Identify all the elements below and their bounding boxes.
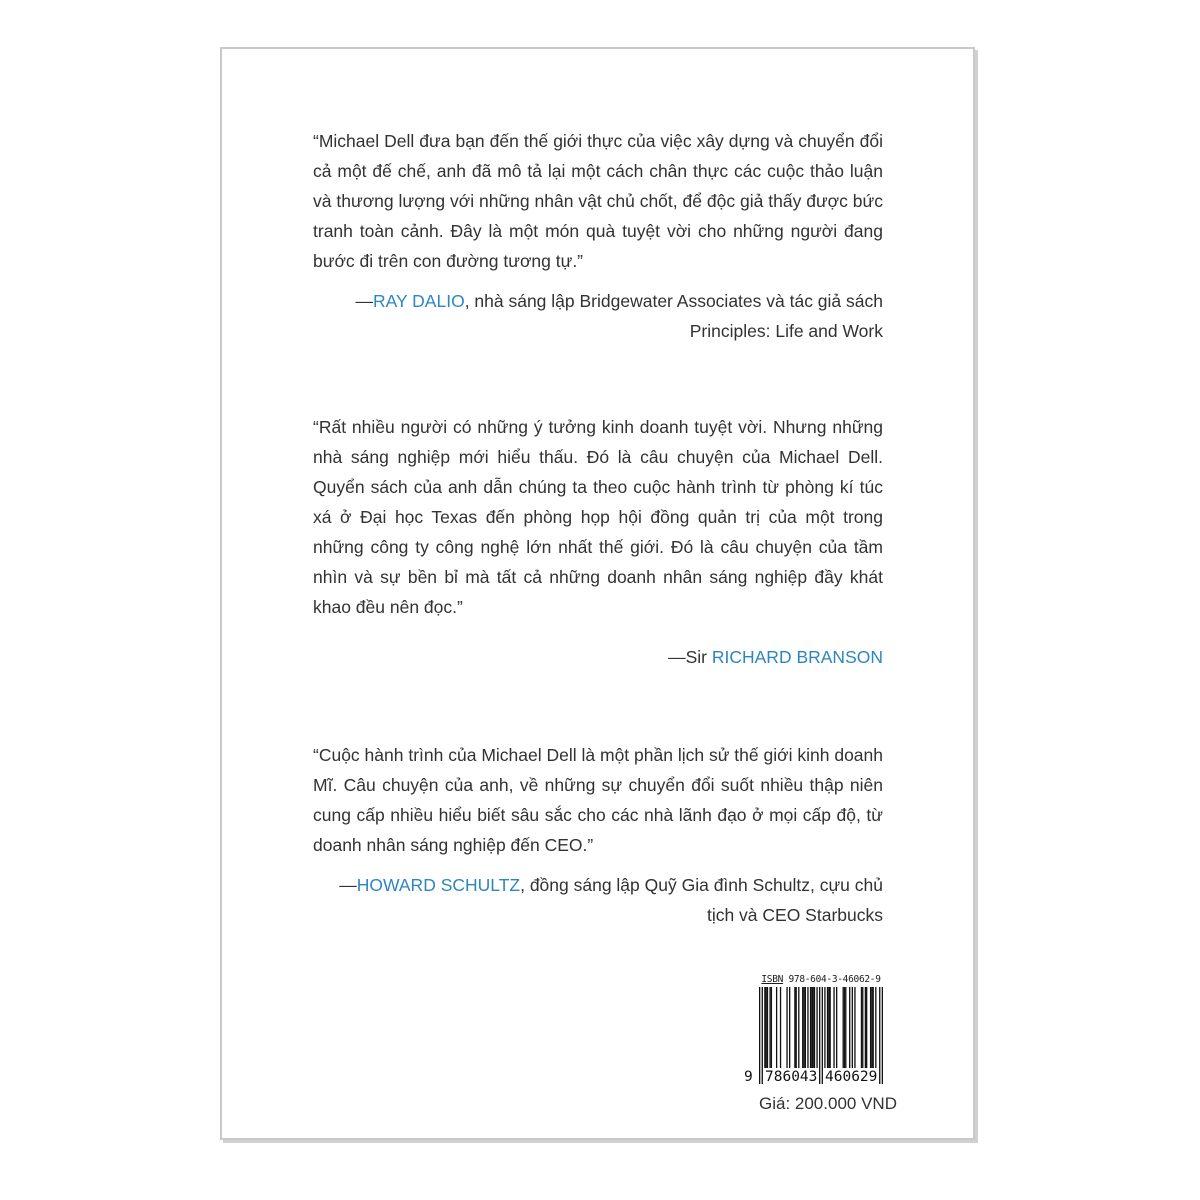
- barcode-block: [744, 974, 897, 1114]
- attribution-ray-dalio: [313, 286, 883, 346]
- barcode-digits-right: 460629: [825, 1069, 878, 1085]
- attribution-suffix: , nhà sáng lập Bridgewater Associates và tác giả sách Principles: Life and Work: [464, 291, 883, 341]
- attribution-prefix: —Sir: [668, 647, 712, 667]
- barcode-bars: [744, 987, 883, 1087]
- barcode-digit-first: 9: [744, 1069, 753, 1085]
- back-cover-content: [222, 49, 973, 1114]
- attribution-name-howard-schultz: HOWARD SCHULTZ: [356, 875, 521, 895]
- attribution-prefix: —: [339, 875, 357, 895]
- isbn-number: 978-604-3-46062-9: [788, 974, 881, 985]
- barcode-digits-left: 786043: [765, 1069, 818, 1085]
- quote-richard-branson: “Rất nhiều người có những ý tưởng kinh doanh tuyệt vời. Nhưng những nhà sáng nghiệp mới hiểu thấu. Đó là câu chuyện của Michael Dell. Quyển sách của anh dẫn chúng ta theo cuộc hành trình từ phòng kí túc xá ở Đại học Texas đến phòng họp hội đồng quản trị của một trong những công ty công nghệ lớn nhất thế giới. Đó là câu chuyện của tầm nhìn và sự bền bỉ mà tất cả những doanh nhân sáng nghiệp đầy khát khao đều nên đọc.”: [313, 417, 883, 617]
- attribution-richard-branson: [313, 642, 883, 672]
- isbn-word: ISBN: [761, 974, 784, 985]
- quote-howard-schultz: “Cuộc hành trình của Michael Dell là một phần lịch sử thế giới kinh doanh Mĩ. Câu chuyện của anh, về những sự chuyển đổi suốt nhiều thập niên cung cấp nhiều hiểu biết sâu sắc cho các nhà lãnh đạo ở mọi cấp độ, từ doanh nhân sáng nghiệp đến CEO.”: [313, 745, 883, 855]
- price-label: Giá: 200.000 VND: [759, 1094, 897, 1113]
- attribution-suffix: , đồng sáng lập Quỹ Gia đình Schultz, cựu chủ tịch và CEO Starbucks: [520, 875, 883, 925]
- attribution-name-richard-branson: RICHARD BRANSON: [711, 647, 883, 667]
- attribution-prefix: —: [355, 291, 373, 311]
- book-back-cover: [220, 47, 975, 1140]
- isbn-label: [759, 974, 883, 986]
- attribution-howard-schultz: [313, 870, 883, 930]
- quote-ray-dalio: “Michael Dell đưa bạn đến thế giới thực của việc xây dựng và chuyển đổi cả một đế chế, anh đã mô tả lại một cách chân thực các cuộc thảo luận và thương lượng với những nhân vật chủ chốt, để độc giả thấy được bức tranh toàn cảnh. Đây là một món quà tuyệt vời cho những người đang bước đi trên con đường tương tự.”: [313, 131, 883, 271]
- attribution-name-ray-dalio: RAY DALIO: [372, 291, 465, 311]
